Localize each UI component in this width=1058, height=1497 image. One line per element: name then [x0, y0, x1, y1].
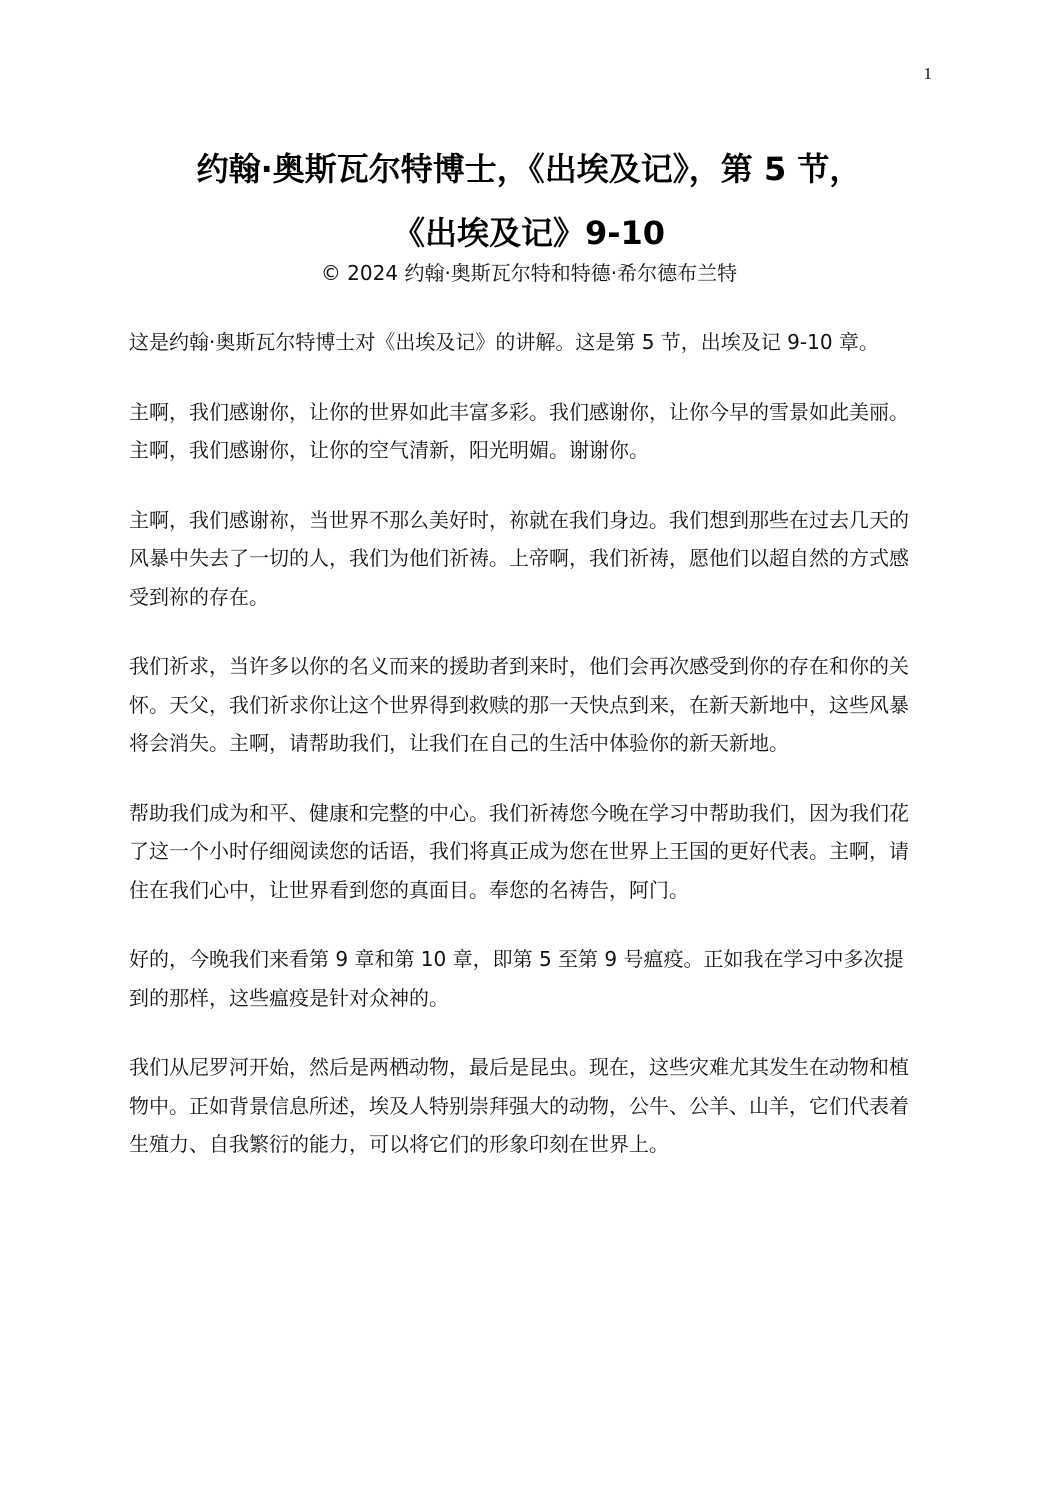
- page-number: 1: [923, 64, 932, 83]
- paragraph-7: 我们从尼罗河开始，然后是两栖动物，最后是昆虫。现在，这些灾难尤其发生在动物和植物中。正如背景信息所述，埃及人特别崇拜强大的动物，公牛、公羊、山羊，它们代表着生殖力、自我繁衍的能力，可以将它们的形象印刻在世界上。: [129, 1055, 909, 1156]
- paragraph-6: 好的，今晚我们来看第 9 章和第 10 章，即第 5 至第 9 号瘟疫。正如我在学习中多次提到的那样，这些瘟疫是针对众神的。: [129, 947, 904, 1010]
- title-line-2: 《出埃及记》9-10: [392, 214, 666, 252]
- paragraph-3: 主啊，我们感谢祢，当世界不那么美好时，祢就在我们身边。我们想到那些在过去几天的风暴中失去了一切的人，我们为他们祈祷。上帝啊，我们祈祷，愿他们以超自然的方式感受到祢的存在。: [129, 507, 909, 609]
- paragraph-1: 这是约翰·奥斯瓦尔特博士对《出埃及记》的讲解。这是第 5 节，出埃及记 9-10 章。: [129, 330, 879, 354]
- paragraph-5: 帮助我们成为和平、健康和完整的中心。我们祈祷您今晚在学习中帮助我们，因为我们花了这一个小时仔细阅读您的话语，我们将真正成为您在世界上王国的更好代表。主啊，请住在我们心中，让世界看到您的真面目。奉您的名祷告，阿门。: [129, 800, 909, 902]
- paragraph-2: 主啊，我们感谢你，让你的世界如此丰富多彩。我们感谢你，让你今早的雪景如此美丽。主啊，我们感谢你，让你的空气清新，阳光明媚。谢谢你。: [129, 399, 909, 462]
- paragraph-4: 我们祈求，当许多以你的名义而来的援助者到来时，他们会再次感受到你的存在和你的关怀。天父，我们祈求你让这个世界得到救赎的那一天快点到来，在新天新地中，这些风暴将会消失。主啊，请帮助我们，让我们在自己的生活中体验你的新天新地。: [129, 654, 909, 755]
- document-title: [110, 137, 948, 265]
- copyright-line: © 2024 约翰·奥斯瓦尔特和特德·希尔德布兰特: [320, 261, 738, 285]
- body-text: [129, 323, 923, 1195]
- title-line-1: 约翰·奥斯瓦尔特博士，《出埃及记》，第 5 节，: [196, 150, 862, 188]
